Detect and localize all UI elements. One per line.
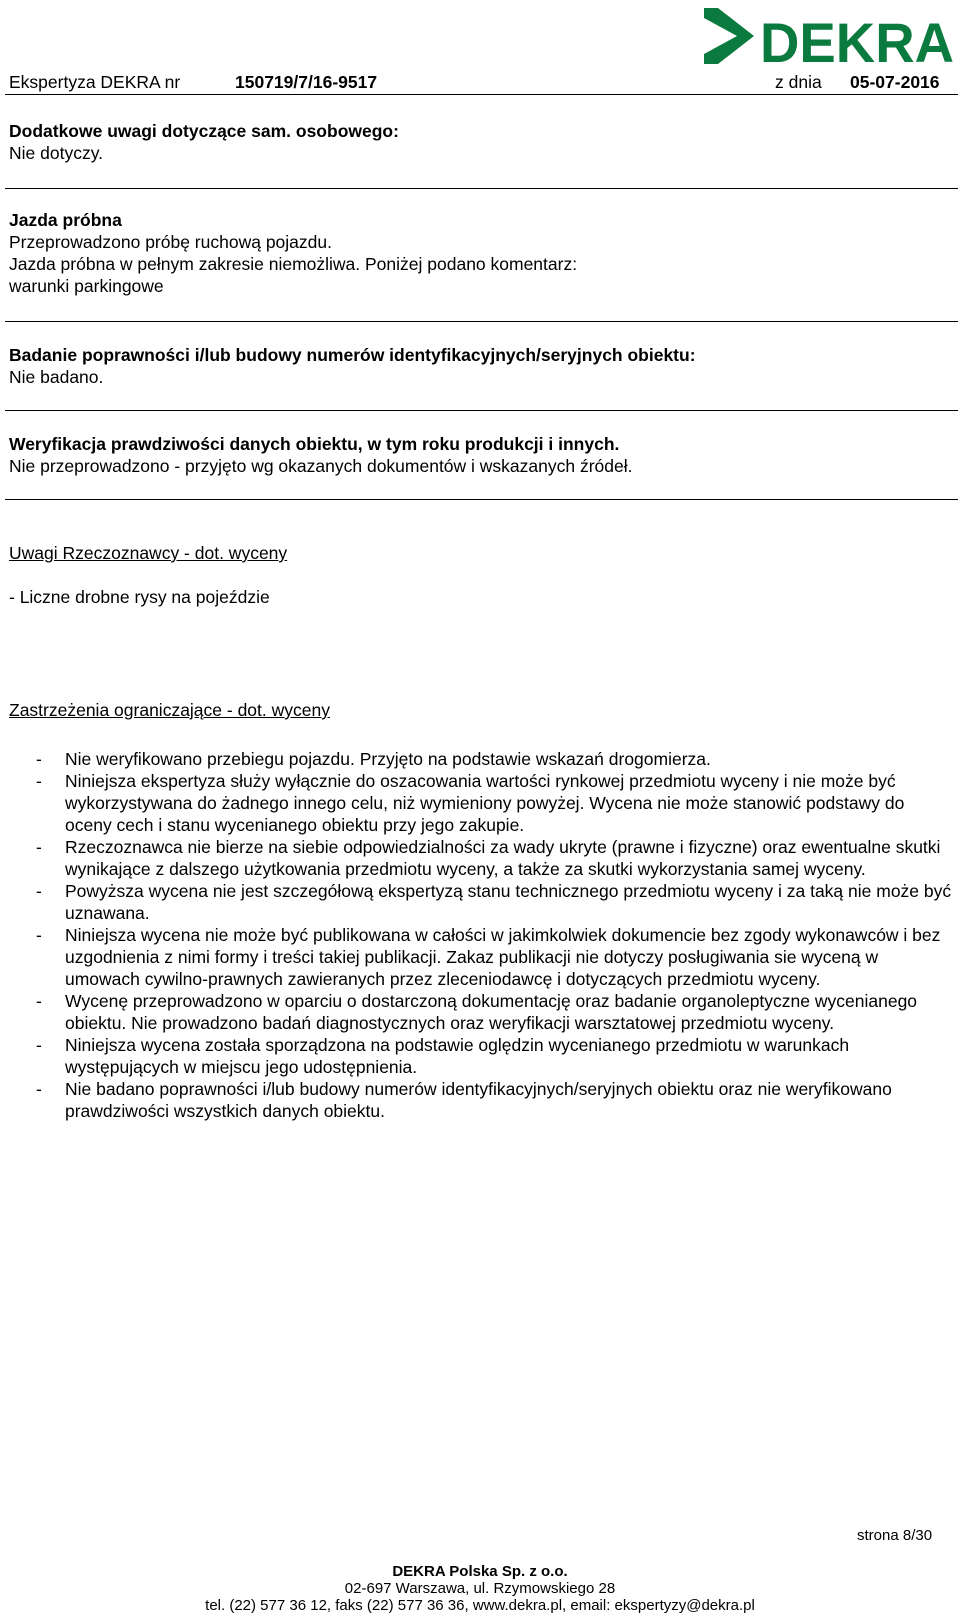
dekra-logo-mark-icon <box>704 8 754 64</box>
section-expert-notes <box>9 542 950 564</box>
logo-text: DEKRA <box>760 11 954 74</box>
list-item <box>9 1034 954 1078</box>
list-item <box>9 770 954 836</box>
footer-company: DEKRA Polska Sp. z o.o. <box>392 1563 568 1580</box>
section-id-numbers <box>9 344 950 388</box>
section-text: Nie dotyczy. <box>9 143 104 163</box>
list-item-text: Niniejsza wycena nie może być publikowana w całości w jakimkolwiek dokumencie bez zgody wykonawców i bez uzgodnienia z nimi formy i treści takiej publikacji. Zakaz publikacji nie dotyczy posługiwania sie wyceną w umowach cywilno-prawnych zawieranych przez zleceniodawcę i dotyczących przedmiotu wyceny. <box>65 925 941 989</box>
page-footer <box>0 1563 960 1614</box>
section-title: Uwagi Rzeczoznawcy - dot. wyceny <box>9 543 288 563</box>
footer-address: 02-697 Warszawa, ul. Rzymowskiego 28 <box>344 1580 616 1597</box>
document-header <box>9 72 956 94</box>
list-item-text: Rzeczoznawca nie bierze na siebie odpowiedzialności za wady ukryte (prawne i fizyczne) oraz ewentualne skutki wynikające z dalszego użytkowania przedmiotu wyceny, a także za skutki wykorzystania samej wyceny. <box>65 837 941 879</box>
section-text: Jazda próbna w pełnym zakresie niemożliwa. Poniżej podano komentarz: <box>9 254 578 274</box>
list-item-text: Niniejsza ekspertyza służy wyłącznie do oszacowania wartości rynkowej przedmiotu wyceny i nie może być wykorzystywana do żadnego innego celu, niż wymieniony powyżej. Wycena nie może stanowić podstawy do oceny cech i stanu wycenianego obiektu przy jego zakupie. <box>65 771 905 835</box>
section-text: warunki parkingowe <box>9 276 164 296</box>
list-item <box>9 836 954 880</box>
section-restrictions <box>9 699 950 721</box>
section-divider <box>5 499 958 500</box>
list-item-text: Niniejsza wycena została sporządzona na podstawie oględzin wycenianego przedmiotu w warunkach występujących w miejscu jego udostępnienia. <box>65 1035 850 1077</box>
list-item-text: Nie badano poprawności i/lub budowy numerów identyfikacyjnych/seryjnych obiektu oraz nie weryfikowano prawdziwości wszystkich danych obiektu. <box>65 1079 892 1121</box>
section-text: Nie badano. <box>9 367 104 387</box>
section-text: - Liczne drobne rysy na pojeździe <box>9 587 270 607</box>
section-text: Przeprowadzono próbę ruchową pojazdu. <box>9 232 332 252</box>
section-title: Weryfikacja prawdziwości danych obiektu, w tym roku produkcji i innych. <box>9 434 620 454</box>
section-title: Badanie poprawności i/lub budowy numerów identyfikacyjnych/seryjnych obiektu: <box>9 345 696 365</box>
restrictions-list <box>9 748 954 1122</box>
list-dash: - <box>36 771 42 791</box>
list-dash: - <box>36 1079 42 1099</box>
list-item <box>9 990 954 1034</box>
list-dash: - <box>36 881 42 901</box>
section-title: Jazda próbna <box>9 210 122 230</box>
date-label: z dnia <box>775 72 822 92</box>
list-dash: - <box>36 991 42 1011</box>
list-dash: - <box>36 837 42 857</box>
list-item <box>9 748 954 770</box>
list-dash: - <box>36 1035 42 1055</box>
list-item-text: Nie weryfikowano przebiegu pojazdu. Przyjęto na podstawie wskazań drogomierza. <box>65 749 711 769</box>
list-dash: - <box>36 749 42 769</box>
section-text: Nie przeprowadzono - przyjęto wg okazanych dokumentów i wskazanych źródeł. <box>9 456 633 476</box>
report-label: Ekspertyza DEKRA nr <box>9 72 181 92</box>
section-title: Dodatkowe uwagi dotyczące sam. osobowego: <box>9 121 399 141</box>
report-number: 150719/7/16-9517 <box>235 72 378 92</box>
header-divider <box>5 94 958 95</box>
footer-contact: tel. (22) 577 36 12, faks (22) 577 36 36, www.dekra.pl, email: ekspertyzy@dekra.pl <box>205 1597 755 1614</box>
list-item <box>9 924 954 990</box>
section-title: Zastrzeżenia ograniczające - dot. wyceny <box>9 700 330 720</box>
list-item-text: Wycenę przeprowadzono w oparciu o dostarczoną dokumentację oraz badanie organoleptyczne wycenianego obiektu. Nie prowadzono badań diagnostycznych oraz weryfikacji warsztatowej przedmiotu wyceny. <box>65 991 918 1033</box>
section-verification <box>9 433 950 477</box>
report-date: 05-07-2016 <box>850 72 940 92</box>
page-number: strona 8/30 <box>857 1527 933 1544</box>
section-divider <box>5 321 958 322</box>
list-item <box>9 880 954 924</box>
section-divider <box>5 410 958 411</box>
section-divider <box>5 188 958 189</box>
expert-note-item <box>9 586 950 608</box>
list-item <box>9 1078 954 1122</box>
list-item-text: Powyższa wycena nie jest szczegółową ekspertyzą stanu technicznego przedmiotu wyceny i za taką nie może być uznawana. <box>65 881 952 923</box>
dekra-logo <box>696 6 958 80</box>
section-car-notes <box>9 120 950 164</box>
section-test-drive <box>9 209 950 297</box>
list-dash: - <box>36 925 42 945</box>
